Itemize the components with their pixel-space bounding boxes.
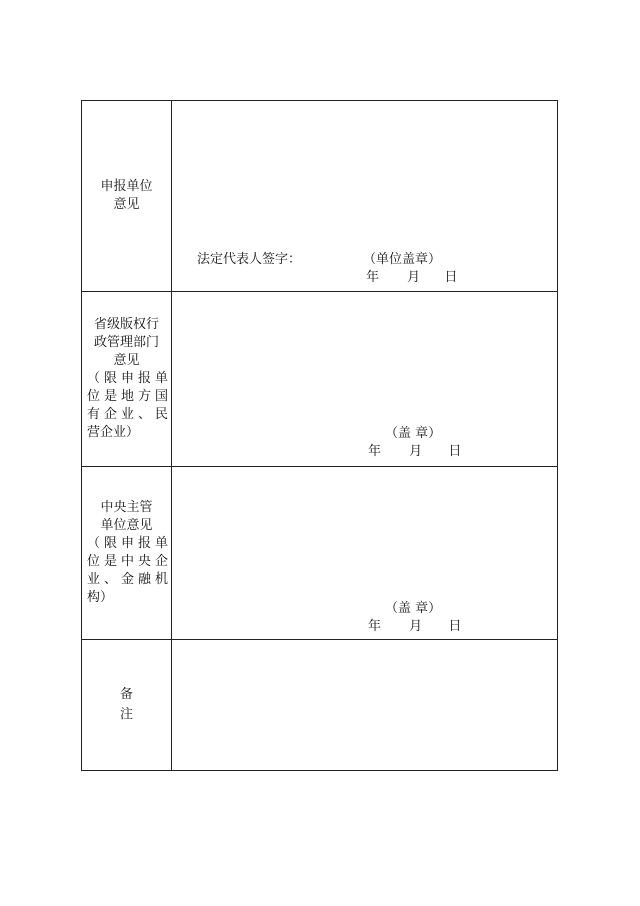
seal-label: （盖 章） <box>385 426 442 441</box>
label-line: 单位意见 <box>100 518 153 533</box>
label-note-line: （限申报单 <box>87 536 168 551</box>
date-year-label: 年 <box>366 270 380 285</box>
date-line <box>366 266 457 285</box>
label-line: 政管理部门 <box>93 335 159 350</box>
date-line <box>368 440 461 459</box>
remarks-field[interactable] <box>172 640 558 771</box>
label-line: 备 <box>119 687 133 702</box>
label-line: 省级版权行 <box>93 317 159 332</box>
label-line: 注 <box>119 707 133 722</box>
label-line: 意见 <box>113 353 140 368</box>
label-line: 意见 <box>113 197 140 212</box>
central-opinion-field[interactable] <box>172 467 558 640</box>
date-day-label: 日 <box>448 619 462 634</box>
row-label-remarks <box>82 640 172 771</box>
date-month-label: 月 <box>409 444 423 459</box>
label-note-line: 位是地方国 <box>87 389 168 404</box>
label-note-line: 构） <box>87 590 114 605</box>
date-month-label: 月 <box>407 270 421 285</box>
provincial-opinion-field[interactable] <box>172 292 558 467</box>
date-year-label: 年 <box>368 444 382 459</box>
label-line: 申报单位 <box>100 179 153 194</box>
applicant-opinion-field[interactable] <box>172 101 558 292</box>
unit-seal-label: （单位盖章） <box>363 252 442 267</box>
date-month-label: 月 <box>409 619 423 634</box>
date-line <box>368 615 461 634</box>
form-row-provincial-opinion <box>82 292 558 467</box>
label-note-line: 业、金融机 <box>87 572 168 587</box>
date-day-label: 日 <box>444 270 458 285</box>
label-note-line: 有企业、民 <box>87 407 168 422</box>
label-note-line: 位是中央企 <box>87 554 168 569</box>
form-row-applicant-opinion <box>82 101 558 292</box>
form-row-remarks <box>82 640 558 771</box>
date-year-label: 年 <box>368 619 382 634</box>
form-row-central-opinion <box>82 467 558 640</box>
legal-representative-signature-label: 法定代表人签字： <box>197 252 302 267</box>
date-day-label: 日 <box>448 444 462 459</box>
row-label-provincial-opinion <box>82 292 172 467</box>
row-label-applicant-opinion <box>82 101 172 292</box>
seal-label: （盖 章） <box>385 601 442 616</box>
label-note-line: （限申报单 <box>87 371 168 386</box>
row-label-central-opinion <box>82 467 172 640</box>
opinion-form-table <box>81 100 558 771</box>
label-line: 中央主管 <box>100 500 153 515</box>
label-note-line: 营企业） <box>87 425 140 440</box>
